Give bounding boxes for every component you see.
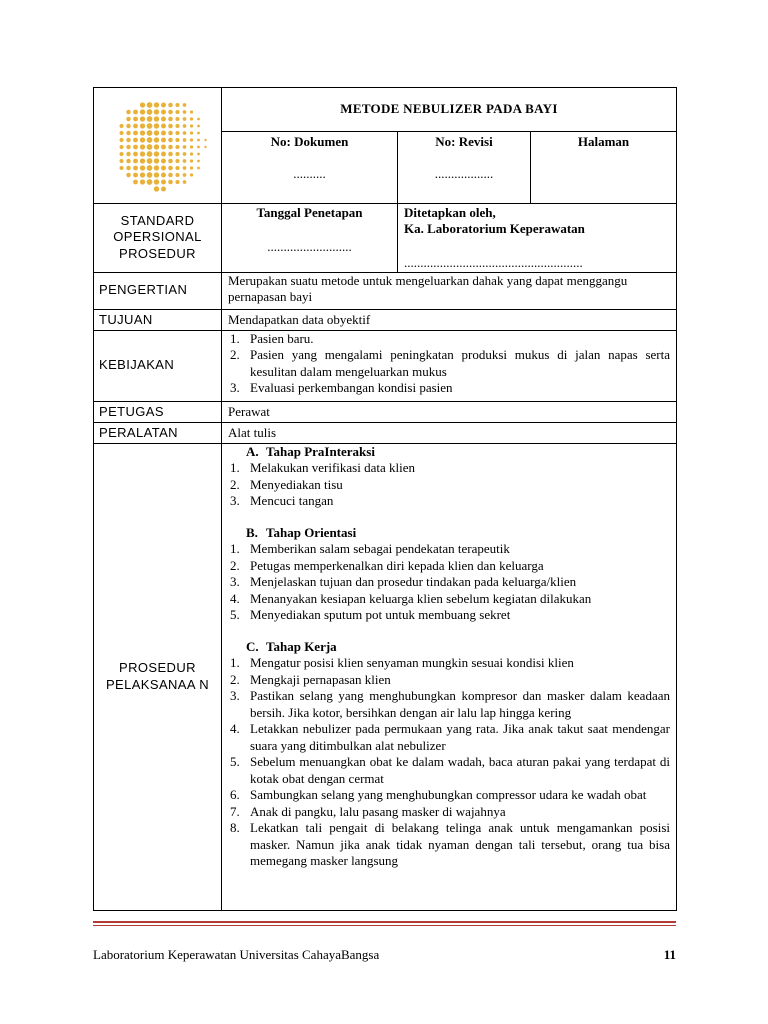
tanggal-penetapan-label: Tanggal Penetapan	[256, 204, 363, 220]
logo-dot	[190, 159, 193, 162]
section-c-title: Tahap Kerja	[266, 638, 337, 654]
logo-dot	[126, 145, 130, 149]
logo-dot	[175, 166, 179, 170]
logo-dot	[168, 138, 173, 143]
ditetapkan-dots: .......................................................	[404, 254, 583, 270]
logo-dot	[140, 116, 145, 121]
ditetapkan-line2: Ka. Laboratorium Keperawatan	[404, 221, 585, 236]
section-a-item	[222, 460, 670, 477]
logo-dot	[197, 132, 200, 135]
logo-dot	[168, 145, 173, 150]
logo-dot	[175, 173, 179, 177]
section-a-heading	[222, 444, 670, 461]
logo-dot	[133, 166, 138, 171]
page-number: 11	[663, 947, 676, 962]
section-c-item	[222, 754, 670, 787]
section-c-item-number: 4.	[230, 721, 240, 736]
section-b-item	[222, 558, 670, 575]
section-c-item	[222, 804, 670, 821]
section-a-item-number: 2.	[230, 476, 240, 492]
logo-dot	[183, 138, 187, 142]
logo-dot	[147, 172, 153, 178]
sop-table	[93, 87, 677, 911]
section-b-letter: B.	[246, 524, 258, 540]
logo-dot	[140, 130, 145, 135]
logo-dot	[183, 173, 187, 177]
university-logo-icon	[94, 88, 220, 198]
logo-dot	[168, 103, 173, 108]
logo-dot	[120, 138, 124, 142]
logo-dot	[197, 167, 200, 170]
kebijakan-item-number: 3.	[230, 380, 240, 395]
section-c-item-number: 8.	[230, 820, 240, 835]
logo-dot	[190, 138, 193, 141]
logo-dot	[140, 151, 145, 156]
logo-dot	[175, 145, 179, 149]
footer-rule-thin	[93, 925, 676, 926]
logo-dot	[140, 137, 145, 142]
section-c-item	[222, 721, 670, 754]
logo-dot	[161, 166, 166, 171]
logo-dot	[190, 110, 193, 113]
logo-dot	[126, 152, 130, 156]
kebijakan-item-text: Pasien yang mengalami peningkatan produksi mukus di jalan napas serta kesulitan dalam mengeluarkan mukus	[250, 347, 670, 379]
section-b-heading	[222, 525, 670, 542]
section-a-item-text: Menyediakan tisu	[250, 476, 343, 492]
logo-dot	[161, 117, 166, 122]
section-a-item-number: 3.	[230, 493, 240, 508]
no-revisi-value: ..................	[434, 165, 494, 181]
logo-dot	[120, 166, 124, 170]
document-title: METODE NEBULIZER PADA BAYI	[222, 88, 677, 132]
prosedur-label: PROSEDUR PELAKSANAA N	[94, 443, 222, 910]
section-b-item	[222, 591, 670, 608]
peralatan-text: Alat tulis	[222, 422, 677, 443]
section-c-item-text: Lekatkan tali pengait di belakang telinga anak untuk mengamankan posisi masker. Namun jika anak tidak nyaman dengan tali tersebut, orang tua bisa memegang masker langsung	[250, 820, 670, 868]
logo-dot	[168, 152, 173, 157]
sop-label: STANDARD OPERSIONAL PROSEDUR	[94, 203, 222, 272]
section-b-item-text: Memberikan salam sebagai pendekatan terapeutik	[250, 541, 510, 556]
logo-dot	[183, 131, 187, 135]
logo-dot	[154, 123, 159, 128]
kebijakan-item-text: Evaluasi perkembangan kondisi pasien	[250, 380, 453, 395]
logo-dot	[190, 166, 193, 169]
prosedur-cell	[222, 443, 677, 910]
logo-dot	[161, 145, 166, 150]
logo-dot	[190, 131, 193, 134]
logo-dot	[147, 123, 153, 129]
section-b-title: Tahap Orientasi	[266, 524, 357, 540]
logo-dot	[147, 137, 153, 143]
section-a-item-number: 1.	[230, 460, 240, 475]
section-c-item	[222, 688, 670, 721]
kebijakan-item	[222, 380, 670, 397]
section-b-item-text: Menjelaskan tujuan dan prosedur tindakan pada keluarga/klien	[250, 574, 577, 589]
section-a-letter: A.	[246, 443, 259, 459]
logo-dot	[183, 124, 187, 128]
section-c-item	[222, 655, 670, 672]
logo-dot	[140, 102, 145, 107]
peralatan-label: PERALATAN	[94, 422, 222, 443]
logo-dot	[161, 152, 166, 157]
tanggal-penetapan-cell	[222, 204, 398, 272]
section-b-item	[222, 541, 670, 558]
ditetapkan-line1: Ditetapkan oleh,	[404, 204, 496, 220]
section-c-item	[222, 787, 670, 804]
document-meta-row	[222, 132, 677, 203]
section-c-letter: C.	[246, 638, 259, 654]
logo-dot	[161, 173, 166, 178]
logo-dot	[190, 145, 193, 148]
logo-dot	[147, 165, 153, 171]
logo-dot	[175, 159, 179, 163]
logo-dot	[154, 151, 159, 156]
logo-dot	[140, 158, 145, 163]
logo-dot	[140, 165, 145, 170]
logo-dot	[154, 109, 159, 114]
logo-dot	[147, 151, 153, 157]
logo-dot	[147, 130, 153, 136]
logo-dot	[175, 138, 179, 142]
logo-dot	[126, 131, 130, 135]
section-b-item-number: 1.	[230, 541, 240, 556]
logo-dot	[133, 131, 138, 136]
logo-dot	[140, 179, 145, 184]
logo-dot	[183, 103, 187, 107]
logo-dot	[175, 131, 179, 135]
logo-dot	[147, 179, 153, 185]
logo-dot	[183, 166, 187, 170]
logo-dot	[183, 180, 187, 184]
logo-dot	[147, 158, 153, 164]
logo-dot	[168, 110, 173, 115]
logo-dot	[161, 131, 166, 136]
logo-dot	[161, 110, 166, 115]
logo-dot	[154, 172, 159, 177]
section-a-list	[222, 460, 670, 510]
logo-dot	[154, 137, 159, 142]
logo-dot	[126, 138, 130, 142]
logo-dot	[204, 139, 206, 141]
section-a-item-text: Melakukan verifikasi data klien	[250, 460, 415, 475]
petugas-text: Perawat	[222, 401, 677, 422]
kebijakan-cell	[222, 330, 677, 401]
logo-dot	[161, 103, 166, 108]
logo-dot	[154, 186, 159, 191]
logo-dot	[126, 159, 130, 163]
logo-dot	[120, 145, 124, 149]
tanggal-penetapan-value: ..........................	[267, 239, 352, 254]
section-c-item-text: Letakkan nebulizer pada permukaan yang rata. Jika anak takut saat mendengar suara yang ditimbulkan alat nebulizer	[250, 721, 670, 753]
section-c-item-number: 3.	[230, 688, 240, 703]
section-b-item-text: Menanyakan kesiapan keluarga klien sebelum kegiatan dilakukan	[250, 590, 592, 606]
section-c-item-text: Anak di pangku, lalu pasang masker di wajahnya	[250, 803, 506, 819]
section-c-item-number: 5.	[230, 754, 240, 769]
section-c-heading	[222, 639, 670, 656]
logo-dot	[197, 118, 200, 121]
logo-dot	[197, 125, 200, 128]
logo-dot	[183, 159, 187, 163]
logo-dot	[161, 124, 166, 129]
logo-dot	[154, 158, 159, 163]
logo-cell	[94, 88, 222, 204]
logo-dot	[161, 138, 166, 143]
logo-dot	[133, 180, 138, 185]
logo-dot	[175, 180, 179, 184]
logo-dot	[120, 131, 124, 135]
no-dokumen-label: No: Dokumen	[270, 134, 349, 150]
halaman-label: Halaman	[577, 134, 630, 150]
section-c-item-text: Mengkaji pernapasan klien	[250, 671, 391, 687]
logo-dot	[133, 145, 138, 150]
pengertian-label: PENGERTIAN	[94, 272, 222, 309]
section-b-item-text: Menyediakan sputum pot untuk membuang sekret	[250, 607, 511, 622]
footer-rule-thick	[93, 921, 676, 923]
kebijakan-item	[222, 347, 670, 380]
logo-dot	[168, 173, 173, 178]
logo-dot	[183, 110, 187, 114]
logo-dot	[168, 180, 173, 185]
kebijakan-item-number: 2.	[230, 347, 240, 362]
logo-dot	[140, 109, 145, 114]
logo-dot	[154, 179, 159, 184]
logo-dot	[126, 117, 130, 121]
section-b-item	[222, 607, 670, 624]
logo-dot	[133, 152, 138, 157]
section-a-item-text: Mencuci tangan	[250, 493, 334, 508]
logo-dot	[168, 131, 173, 136]
section-c-item-number: 7.	[230, 803, 240, 819]
logo-dot	[140, 144, 145, 149]
logo-dot	[140, 172, 145, 177]
section-b-item	[222, 574, 670, 591]
penetapan-row	[222, 203, 677, 272]
logo-dot	[126, 124, 130, 128]
logo-dot	[183, 117, 187, 121]
section-c-item-text: Pastikan selang yang menghubungkan kompresor dan masker dalam keadaan bersih. Jika kotor, bersihkan dengan air lalu lap hingga kering	[250, 688, 670, 720]
kebijakan-item-text: Pasien baru.	[250, 330, 314, 346]
logo-dot	[126, 166, 130, 170]
kebijakan-item	[222, 331, 670, 348]
logo-dot	[190, 152, 193, 155]
logo-dot	[126, 173, 130, 177]
logo-dot	[183, 152, 187, 156]
logo-dot	[161, 187, 166, 192]
section-b-item-text: Petugas memperkenalkan diri kepada klien dan keluarga	[250, 557, 544, 573]
logo-dot	[133, 138, 138, 143]
logo-dot	[126, 110, 130, 114]
logo-dot	[147, 116, 153, 122]
logo-dot	[168, 166, 173, 171]
tujuan-text: Mendapatkan data obyektif	[222, 309, 677, 330]
logo-dot	[190, 124, 193, 127]
section-c-item-number: 6.	[230, 787, 240, 802]
logo-dot	[154, 116, 159, 121]
logo-dot	[204, 146, 206, 148]
logo-dot	[140, 123, 145, 128]
logo-dot	[147, 144, 153, 150]
section-c-item-text: Sambungkan selang yang menghubungkan compressor udara ke wadah obat	[250, 787, 647, 802]
logo-dot	[133, 110, 138, 115]
section-b-list	[222, 541, 670, 624]
logo-dot	[120, 159, 124, 163]
section-b-item-number: 2.	[230, 557, 240, 573]
section-c-item-number: 1.	[230, 655, 240, 670]
tujuan-label: TUJUAN	[94, 309, 222, 330]
section-b-item-number: 3.	[230, 574, 240, 589]
section-a-item	[222, 477, 670, 494]
logo-dot	[133, 173, 138, 178]
pengertian-text: Merupakan suatu metode untuk mengeluarkan dahak yang dapat menggangu pernapasan bayi	[222, 272, 677, 309]
logo-dot	[154, 144, 159, 149]
section-b-item-number: 4.	[230, 590, 240, 606]
logo-dot	[154, 165, 159, 170]
logo-dot	[168, 117, 173, 122]
logo-dot	[183, 145, 187, 149]
logo-dot	[175, 103, 179, 107]
section-a-item	[222, 493, 670, 510]
logo-dot	[190, 173, 193, 176]
petugas-label: PETUGAS	[94, 401, 222, 422]
logo-dot	[161, 159, 166, 164]
kebijakan-list	[222, 331, 670, 397]
no-dokumen-value: ..........	[293, 165, 326, 181]
logo-dot	[197, 153, 200, 156]
logo-dot	[197, 146, 200, 149]
logo-dot	[161, 180, 166, 185]
section-c-item-text: Sebelum menuangkan obat ke dalam wadah, baca aturan pakai yang terdapat di kotak obat dengan cermat	[250, 754, 670, 786]
logo-dot	[120, 152, 124, 156]
kebijakan-item-number: 1.	[230, 330, 240, 346]
no-revisi-label: No: Revisi	[435, 134, 493, 150]
logo-dot	[197, 139, 200, 142]
ditetapkan-cell	[398, 204, 676, 272]
section-a-title: Tahap PraInteraksi	[266, 443, 375, 459]
logo-dot	[168, 159, 173, 164]
logo-dot	[154, 130, 159, 135]
logo-dot	[168, 124, 173, 129]
footer-text: Laboratorium Keperawatan Universitas CahayaBangsa	[93, 947, 380, 962]
logo-dot	[175, 152, 179, 156]
logo-dot	[147, 102, 153, 108]
section-b-item-number: 5.	[230, 607, 240, 622]
no-dokumen-cell	[222, 132, 398, 202]
logo-dot	[197, 160, 200, 163]
logo-dot	[147, 109, 153, 115]
logo-dot	[154, 102, 159, 107]
section-c-item-number: 2.	[230, 671, 240, 687]
logo-dot	[133, 124, 138, 129]
logo-dot	[175, 110, 179, 114]
kebijakan-label: KEBIJAKAN	[94, 330, 222, 401]
section-c-item	[222, 820, 670, 870]
logo-dot	[133, 117, 138, 122]
logo-dot	[120, 124, 124, 128]
logo-dot	[133, 159, 138, 164]
logo-dot	[175, 117, 179, 121]
section-c-list	[222, 655, 670, 870]
section-c-item-text: Mengatur posisi klien senyaman mungkin sesuai kondisi klien	[250, 655, 574, 670]
halaman-cell	[531, 132, 676, 202]
no-revisi-cell	[398, 132, 531, 202]
logo-dot	[190, 117, 193, 120]
section-c-item	[222, 672, 670, 689]
logo-dot	[175, 124, 179, 128]
